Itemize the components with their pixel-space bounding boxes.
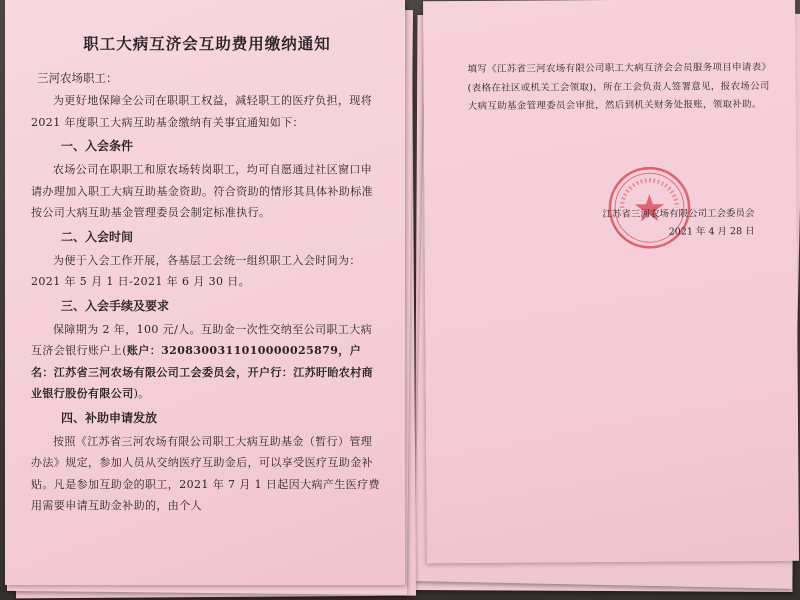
section-3-text-b: )。 [133,387,150,400]
section-3-text-a: 保障期为 2 年，100 元/人。互助金一次性交纳至公司职工大病互济会银行账户上( [31,322,372,357]
signature-block [544,205,754,242]
section-2-heading: 二、入会时间 [61,229,134,244]
document-title: 职工大病互济会互助费用缴纳通知 [83,35,331,53]
signature-date: 2021 年 4 月 28 日 [668,225,755,238]
section-1-heading: 一、入会条件 [61,139,134,153]
section-3-heading: 三、入会手续及要求 [61,298,170,313]
section-4-heading: 四、补助申请发放 [61,410,158,425]
document-page-left [5,0,405,585]
section-3-body [31,319,383,405]
section-2-body: 为便于入会工作开展，各基层工会统一组织职工入会时间为：2021 年 5 月 1 日-2021 年 6 月 30 日。 [31,253,361,288]
bank-account-info: 账户：3208300311010000025879，户名：江苏省三河农场有限公司工会委员会，开户行：江苏盱眙农村商业银行股份有限公司 [31,344,373,400]
signature-organization: 江苏省三河农场有限公司工会委员会 [602,207,755,221]
section-1-body: 农场公司在职职工和原农场转岗职工，均可自愿通过社区窗口申请办理加入职工大病互助基金资助。符合资助的情形其具体补助标准按公司大病互助基金管理委员会制定标准执行。 [31,163,373,219]
intro-paragraph: 为更好地保障全公司在职职工权益，减轻职工的医疗负担，现将 2021 年度职工大病互助基金缴纳有关事宜通知如下： [31,94,373,129]
addressee: 三河农场职工： [37,71,118,85]
section-4-body: 按照《江苏省三河农场有限公司职工大病互助基金（暂行）管理办法》规定，参加人员从交纳医疗互助金后，可以享受医疗互助金补贴。凡是参加互助金的职工，2021 年 7 月 1 日起因大病产生医疗费用需要申请互助金补助的，由个人 [31,434,380,512]
continuation-text: 填写《江苏省三河农场有限公司职工大病互济会会员服务项目申请表》(表格在社区或机关工会领取)，所在工会负责人签署意见，报农场公司大病互助基金管理委员会审批，然后到机关财务处报账，领取补助。 [467,61,772,112]
document-page-right [423,0,799,563]
